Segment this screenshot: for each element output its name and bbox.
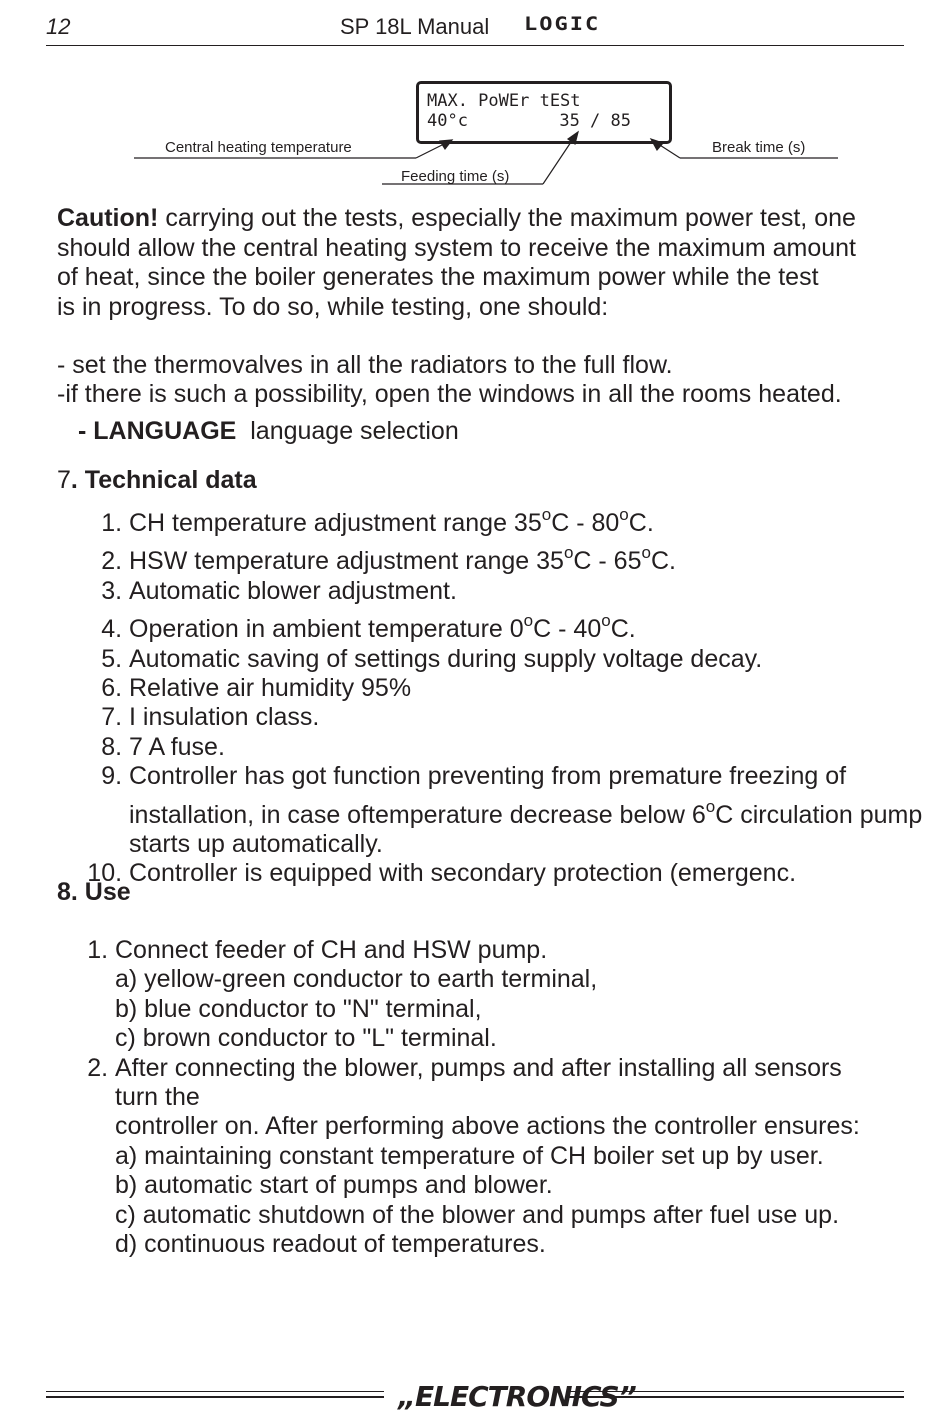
footer-rule-left-top (46, 1391, 384, 1392)
caution-lead: Caution! (57, 204, 159, 232)
list-item: 9. Controller has got function preventing from premature freezing of installation, in case oftemperature decrease below 6$^o$C circulation pump starts up automatically. (129, 762, 929, 859)
caution-line-2: should allow the central heating system to receive the maximum amount (57, 233, 856, 262)
caution-bullet-1: - set the thermovalves in all the radiators to the full flow. (57, 351, 673, 379)
language-item (78, 417, 459, 447)
technical-data-heading: 7. Technical data (57, 466, 257, 494)
caution-paragraph (57, 204, 927, 322)
language-label: - LANGUAGE (78, 417, 237, 445)
list-item: 2. After connecting the blower, pumps and after installing all sensors turn the controller on. After performing above actions the controller ensures: a) maintaining constant temperature of CH boiler set up by user. b) automatic start of pumps and blower. c) automatic shutdown of the blower and pumps after fuel use up. d) continuous readout of temperatures. (115, 1054, 915, 1260)
caution-line-3: of heat, since the boiler generates the maximum power while the test (57, 263, 819, 291)
language-desc: language selection (250, 417, 459, 445)
label-ch-temperature: Central heating temperature (165, 139, 352, 156)
caution-line-1: Caution! carrying out the tests, especially the maximum power test, one (57, 204, 856, 232)
list-item: 6. Relative air humidity 95% (129, 674, 929, 703)
page-number: 12 (46, 14, 71, 39)
list-item: 7. I insulation class. (129, 703, 929, 732)
electronics-logo: „ELECTRONICS” (398, 1380, 636, 1413)
list-item: 1. CH temperature adjustment range 35$^o$C - 80$^o$C. (129, 500, 929, 538)
brand-logo: LOGIC (524, 13, 601, 36)
use-heading: 8. Use (57, 878, 131, 906)
technical-data-list (40, 500, 929, 889)
footer-rule-left-bottom (46, 1396, 384, 1398)
lcd-times: 35 / 85 (559, 111, 631, 131)
list-item: 2. HSW temperature adjustment range 35$^o$C - 65$^o$C. (129, 538, 929, 576)
list-item: 4. Operation in ambient temperature 0$^o$C - 40$^o$C. (129, 606, 929, 644)
list-item: 1. Connect feeder of CH and HSW pump. a) yellow-green conductor to earth terminal, b) blue conductor to "N" terminal, c) brown conductor to "L" terminal. (115, 936, 915, 1054)
caution-line-4: is in progress. To do so, while testing, one should: (57, 292, 609, 321)
label-feeding-time: Feeding time (s) (401, 168, 510, 185)
lcd-line-1: MAX. PoWEr tESt (427, 91, 581, 111)
list-item: 3. Automatic blower adjustment. (129, 577, 929, 606)
list-item: 5. Automatic saving of settings during supply voltage decay. (129, 645, 929, 674)
lcd-ch-temperature: 40°c (427, 111, 468, 131)
list-item: 10. Controller is equipped with secondary protection (emergenc. (129, 859, 929, 888)
list-item: 8. 7 A fuse. (129, 733, 929, 762)
use-list (40, 936, 915, 1259)
caution-bullet-2: -if there is such a possibility, open the windows in all the rooms heated. (57, 380, 842, 408)
document-title: SP 18L Manual (340, 14, 490, 39)
label-break-time: Break time (s) (712, 139, 806, 156)
